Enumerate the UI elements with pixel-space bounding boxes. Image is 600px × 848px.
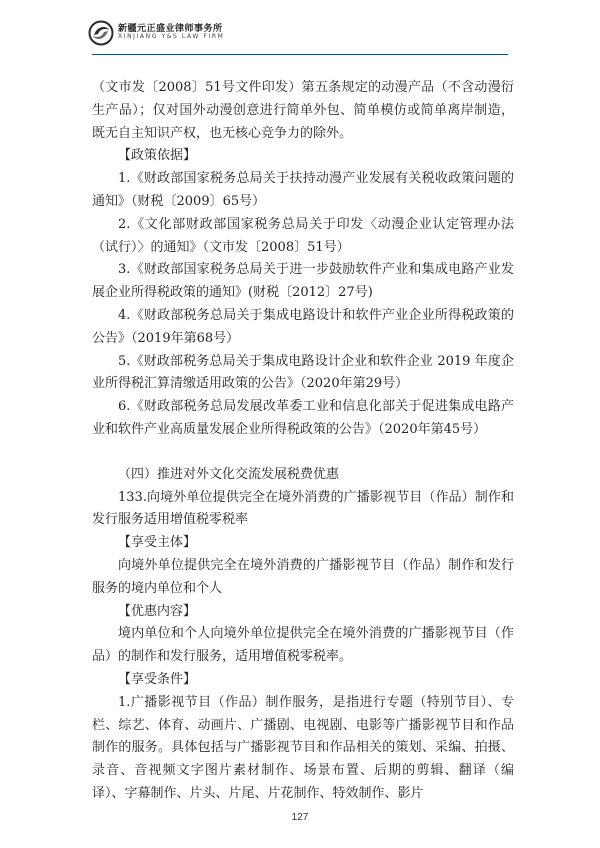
- body-paragraph: （文市发〔2008〕51号文件印发）第五条规定的动漫产品（不含动漫衍生产品）；仅对国外动漫创意进行简单外包、简单模仿或简单离岸制造，既无自主知识产权，也无核心竞争力的除外。: [92, 80, 514, 141]
- body-paragraph: 3.《财政部国家税务总局关于进一步鼓励软件产业和集成电路产业发展企业所得税政策的通知》(财税〔2012〕27号): [92, 262, 514, 301]
- header-divider: [92, 54, 508, 55]
- body-paragraph: 【享受条件】: [118, 671, 197, 687]
- body-paragraph: 5.《财政部税务总局关于集成电路设计企业和软件企业 2019 年度企业所得税汇算清缴适用政策的公告》（2020年第29号）: [92, 353, 514, 392]
- page-header: [88, 20, 528, 50]
- document-body: [92, 77, 514, 806]
- body-paragraph: 133.向境外单位提供完全在境外消费的广播影视节目（作品）制作和发行服务适用增值税零税率: [92, 489, 514, 528]
- body-paragraph: 【政策依据】: [118, 148, 197, 164]
- page-number: 127: [291, 812, 309, 823]
- body-paragraph: 6.《财政部税务总局发展改革委工业和信息化部关于促进集成电路产业和软件产业高质量发展企业所得税政策的公告》（2020年第45号）: [92, 399, 514, 437]
- body-paragraph: 4.《财政部税务总局关于集成电路设计和软件产业企业所得税政策的公告》（2019年第68号）: [92, 307, 514, 346]
- firm-logo-icon: [88, 20, 114, 46]
- body-paragraph: 1.广播影视节目（作品）制作服务，是指进行专题（特别节目）、专栏、综艺、体育、动画片、广播剧、电视剧、电影等广播影视节目和作品制作的服务。具体包括与广播影视节目和作品相关的策划、采编、拍摄、录音、音视频文字图片素材制作、场景布置、后期的剪辑、翻译（编译）、字幕制作、片头、片尾、片花制作、特效制作、影片: [92, 694, 514, 801]
- body-paragraph: （四）推进对外文化交流发展税费优惠: [118, 466, 340, 482]
- body-paragraph: 2.《文化部财政部国家税务总局关于印发〈动漫企业认定管理办法（试行）〉的通知》（文市发〔2008〕51号）: [92, 216, 514, 255]
- body-paragraph: 境内单位和个人向境外单位提供完全在境外消费的广播影视节目（作品）的制作和发行服务，适用增值税零税率。: [92, 626, 514, 665]
- body-paragraph: 【优惠内容】: [118, 603, 197, 619]
- body-paragraph: 向境外单位提供完全在境外消费的广播影视节目（作品）制作和发行服务的境内单位和个人: [92, 557, 514, 596]
- firm-name-en: XINJIANG Y&S LAW FIRM: [118, 33, 225, 40]
- firm-name-cn: 新疆元正盛业律师事务所: [118, 24, 223, 34]
- body-paragraph: 1.《财政部国家税务总局关于扶持动漫产业发展有关税收政策问题的通知》（财税〔2009〕65号）: [92, 171, 514, 209]
- body-paragraph: 【享受主体】: [118, 535, 197, 551]
- paragraph-gap: [92, 442, 514, 464]
